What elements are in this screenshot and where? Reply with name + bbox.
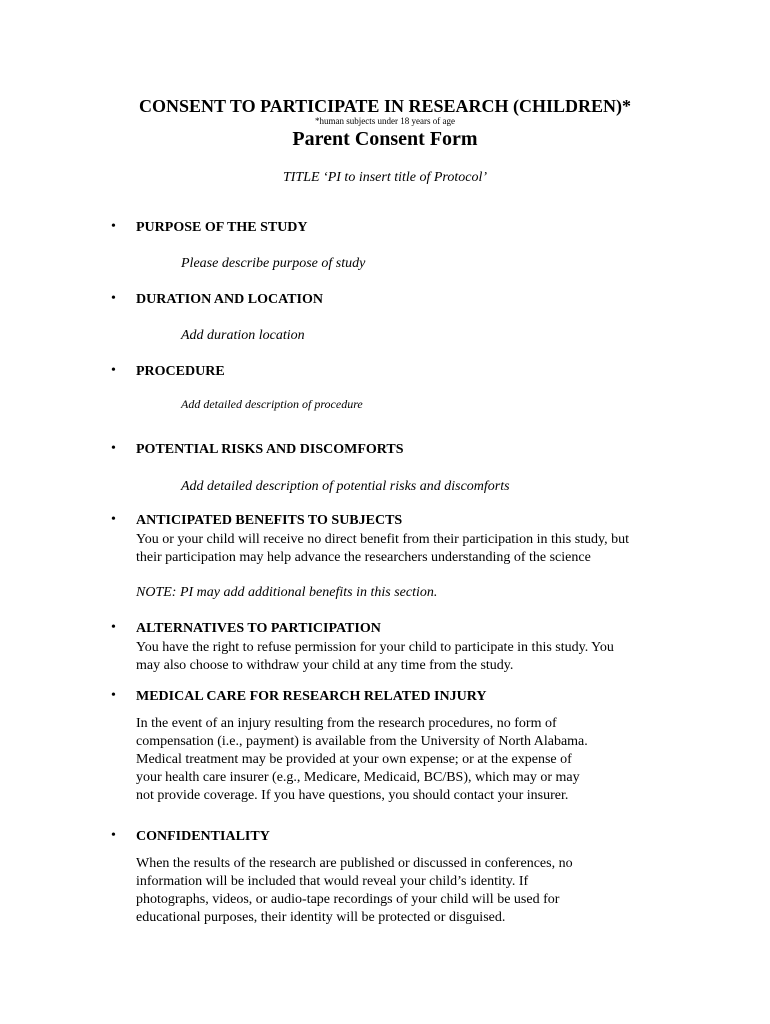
paragraph-line: information will be included that would reveal your child’s identity. If <box>136 874 529 889</box>
paragraph-line: When the results of the research are published or discussed in conferences, no <box>136 856 573 871</box>
section-heading-confidentiality: CONFIDENTIALITY <box>136 829 270 844</box>
section-heading-duration: DURATION AND LOCATION <box>136 292 323 307</box>
bullet-icon: • <box>111 512 116 527</box>
section-heading-medical: MEDICAL CARE FOR RESEARCH RELATED INJURY <box>136 689 487 704</box>
procedure-placeholder: Add detailed description of procedure <box>181 397 363 411</box>
paragraph-line: compensation (i.e., payment) is available from the University of North Alabama. <box>136 734 588 749</box>
risks-placeholder: Add detailed description of potential risks and discomforts <box>181 479 510 494</box>
section-heading-benefits: ANTICIPATED BENEFITS TO SUBJECTS <box>136 513 403 528</box>
section-heading-alternatives: ALTERNATIVES TO PARTICIPATION <box>136 621 381 636</box>
section-heading-procedure: PROCEDURE <box>136 364 225 379</box>
age-footnote: *human subjects under 18 years of age <box>315 116 455 126</box>
paragraph-line: your health care insurer (e.g., Medicare, Medicaid, BC/BS), which may or may <box>136 770 580 785</box>
purpose-placeholder: Please describe purpose of study <box>181 256 366 271</box>
protocol-title-placeholder: TITLE ‘PI to insert title of Protocol’ <box>282 170 488 185</box>
bullet-icon: • <box>111 828 116 843</box>
medical-text <box>136 715 588 805</box>
duration-placeholder: Add duration location <box>181 328 305 343</box>
section-heading-purpose: PURPOSE OF THE STUDY <box>136 220 308 235</box>
paragraph-line: In the event of an injury resulting from the research procedures, no form of <box>136 716 557 731</box>
paragraph-line: You have the right to refuse permission for your child to participate in this study. You <box>136 640 614 655</box>
bullet-icon: • <box>111 620 116 635</box>
paragraph-line: their participation may help advance the researchers understanding of the science <box>136 550 591 565</box>
confidentiality-text <box>136 855 573 927</box>
paragraph-line: You or your child will receive no direct benefit from their participation in this study, but <box>136 532 630 547</box>
paragraph-line: not provide coverage. If you have questions, you should contact your insurer. <box>136 788 569 803</box>
benefits-text <box>136 531 629 567</box>
bullet-icon: • <box>111 219 116 234</box>
bullet-icon: • <box>111 291 116 306</box>
paragraph-line: photographs, videos, or audio-tape recordings of your child will be used for <box>136 892 560 907</box>
bullet-icon: • <box>111 441 116 456</box>
alternatives-text <box>136 639 614 675</box>
form-title: Parent Consent Form <box>292 128 478 150</box>
paragraph-line: may also choose to withdraw your child at any time from the study. <box>136 658 514 673</box>
bullet-icon: • <box>111 688 116 703</box>
document-title: CONSENT TO PARTICIPATE IN RESEARCH (CHILDREN)* <box>139 96 631 116</box>
paragraph-line: Medical treatment may be provided at your own expense; or at the expense of <box>136 752 572 767</box>
section-heading-risks: POTENTIAL RISKS AND DISCOMFORTS <box>136 442 404 457</box>
bullet-icon: • <box>111 363 116 378</box>
benefits-note: NOTE: PI may add additional benefits in this section. <box>136 585 438 600</box>
paragraph-line: educational purposes, their identity will be protected or disguised. <box>136 910 506 925</box>
